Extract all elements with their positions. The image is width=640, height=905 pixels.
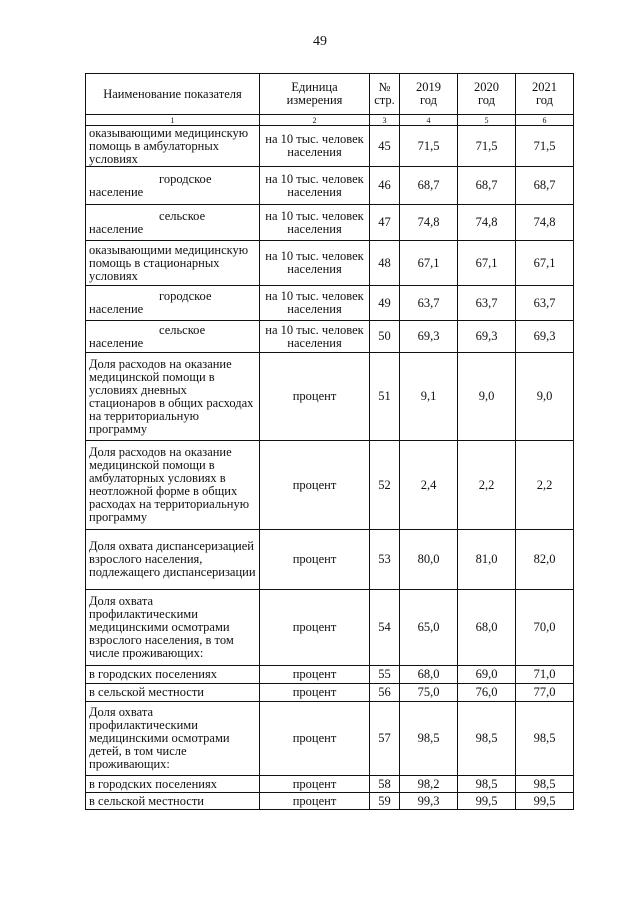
value-2019: 71,5 bbox=[400, 126, 458, 167]
unit-cell: на 10 тыс. человек населения bbox=[260, 167, 370, 205]
table-row bbox=[86, 241, 574, 286]
header-2021-line2: год bbox=[535, 93, 554, 107]
row-code: 56 bbox=[370, 684, 400, 702]
column-number: 2 bbox=[260, 115, 370, 126]
row-code: 49 bbox=[370, 286, 400, 321]
indicator-name: Доля охвата профилактическими медицинскими осмотрами взрослого населения, в том числе проживающих: bbox=[86, 590, 260, 666]
indicator-name: оказывающими медицинскую помощь в стационарных условиях bbox=[86, 241, 260, 286]
header-row-number bbox=[370, 74, 400, 115]
header-no-line1: № bbox=[378, 80, 391, 94]
value-2021: 63,7 bbox=[516, 286, 574, 321]
table-row bbox=[86, 441, 574, 530]
value-2019: 75,0 bbox=[400, 684, 458, 702]
indicator-name: Доля охвата профилактическими медицинскими осмотрами детей, в том числе проживающих: bbox=[86, 702, 260, 776]
value-2021: 70,0 bbox=[516, 590, 574, 666]
unit-cell: процент bbox=[260, 441, 370, 530]
unit-cell: процент bbox=[260, 353, 370, 441]
row-code: 54 bbox=[370, 590, 400, 666]
table-row bbox=[86, 590, 574, 666]
indicator-name: Доля расходов на оказание медицинской помощи в условиях дневных стационаров в общих расходах на территориальную программу bbox=[86, 353, 260, 441]
indicator-name-line2: население bbox=[89, 302, 144, 316]
header-no-line2: стр. bbox=[374, 93, 395, 107]
value-2020: 74,8 bbox=[458, 205, 516, 241]
value-2019: 98,5 bbox=[400, 702, 458, 776]
unit-cell: процент bbox=[260, 793, 370, 810]
value-2021: 99,5 bbox=[516, 793, 574, 810]
value-2020: 71,5 bbox=[458, 126, 516, 167]
header-unit bbox=[260, 74, 370, 115]
header-year-2019 bbox=[400, 74, 458, 115]
indicator-name-line1: городское bbox=[159, 171, 212, 186]
header-unit-line2: измерения bbox=[286, 93, 343, 107]
value-2021: 82,0 bbox=[516, 530, 574, 590]
value-2019: 2,4 bbox=[400, 441, 458, 530]
row-code: 50 bbox=[370, 321, 400, 353]
value-2021: 77,0 bbox=[516, 684, 574, 702]
value-2019: 68,7 bbox=[400, 167, 458, 205]
value-2021: 69,3 bbox=[516, 321, 574, 353]
row-code: 58 bbox=[370, 776, 400, 793]
value-2020: 67,1 bbox=[458, 241, 516, 286]
header-2019-line1: 2019 bbox=[416, 80, 441, 94]
value-2020: 69,0 bbox=[458, 666, 516, 684]
value-2021: 74,8 bbox=[516, 205, 574, 241]
table-row bbox=[86, 321, 574, 353]
value-2019: 68,0 bbox=[400, 666, 458, 684]
indicator-name: в сельской местности bbox=[86, 684, 260, 702]
value-2019: 80,0 bbox=[400, 530, 458, 590]
header-2020-line1: 2020 bbox=[474, 80, 499, 94]
header-year-2020 bbox=[458, 74, 516, 115]
value-2020: 63,7 bbox=[458, 286, 516, 321]
value-2019: 98,2 bbox=[400, 776, 458, 793]
value-2021: 68,7 bbox=[516, 167, 574, 205]
row-code: 57 bbox=[370, 702, 400, 776]
value-2021: 2,2 bbox=[516, 441, 574, 530]
table-row bbox=[86, 530, 574, 590]
table-row bbox=[86, 666, 574, 684]
page-number: 49 bbox=[313, 34, 327, 49]
indicator-name bbox=[86, 205, 260, 241]
value-2020: 2,2 bbox=[458, 441, 516, 530]
value-2019: 67,1 bbox=[400, 241, 458, 286]
indicator-name-line1: сельское bbox=[159, 322, 206, 337]
indicator-name bbox=[86, 321, 260, 353]
row-code: 47 bbox=[370, 205, 400, 241]
unit-cell: процент bbox=[260, 702, 370, 776]
indicators-table bbox=[85, 73, 574, 810]
value-2021: 71,0 bbox=[516, 666, 574, 684]
value-2020: 69,3 bbox=[458, 321, 516, 353]
unit-cell: на 10 тыс. человек населения bbox=[260, 126, 370, 167]
indicator-name bbox=[86, 167, 260, 205]
indicator-name-line2: население bbox=[89, 184, 144, 199]
row-code: 51 bbox=[370, 353, 400, 441]
indicator-name bbox=[86, 286, 260, 321]
value-2019: 9,1 bbox=[400, 353, 458, 441]
unit-cell: процент bbox=[260, 530, 370, 590]
value-2021: 98,5 bbox=[516, 776, 574, 793]
unit-cell: на 10 тыс. человек населения bbox=[260, 286, 370, 321]
column-number: 1 bbox=[86, 115, 260, 126]
unit-cell: на 10 тыс. человек населения bbox=[260, 241, 370, 286]
table-row bbox=[86, 167, 574, 205]
indicator-name: в городских поселениях bbox=[86, 666, 260, 684]
unit-cell: процент bbox=[260, 684, 370, 702]
table-row bbox=[86, 205, 574, 241]
table-row bbox=[86, 126, 574, 167]
indicator-name: Доля охвата диспансеризацией взрослого населения, подлежащего диспансеризации bbox=[86, 530, 260, 590]
unit-cell: на 10 тыс. человек населения bbox=[260, 205, 370, 241]
value-2019: 65,0 bbox=[400, 590, 458, 666]
column-number-row bbox=[86, 115, 574, 126]
value-2021: 98,5 bbox=[516, 702, 574, 776]
value-2020: 68,0 bbox=[458, 590, 516, 666]
row-code: 53 bbox=[370, 530, 400, 590]
unit-cell: процент bbox=[260, 590, 370, 666]
unit-cell: процент bbox=[260, 666, 370, 684]
unit-cell: процент bbox=[260, 776, 370, 793]
unit-cell: на 10 тыс. человек населения bbox=[260, 321, 370, 353]
header-indicator-name: Наименование показателя bbox=[86, 74, 260, 115]
indicator-name: оказывающими медицинскую помощь в амбулаторных условиях bbox=[86, 126, 260, 167]
header-2021-line1: 2021 bbox=[532, 80, 557, 94]
value-2021: 9,0 bbox=[516, 353, 574, 441]
value-2020: 98,5 bbox=[458, 702, 516, 776]
table-row bbox=[86, 793, 574, 810]
value-2019: 63,7 bbox=[400, 286, 458, 321]
indicator-name: в сельской местности bbox=[86, 793, 260, 810]
value-2021: 67,1 bbox=[516, 241, 574, 286]
column-number: 4 bbox=[400, 115, 458, 126]
header-year-2021 bbox=[516, 74, 574, 115]
value-2020: 98,5 bbox=[458, 776, 516, 793]
column-number: 5 bbox=[458, 115, 516, 126]
value-2020: 68,7 bbox=[458, 167, 516, 205]
row-code: 55 bbox=[370, 666, 400, 684]
value-2021: 71,5 bbox=[516, 126, 574, 167]
indicator-name-line1: городское bbox=[159, 289, 212, 303]
indicator-name: в городских поселениях bbox=[86, 776, 260, 793]
header-2020-line2: год bbox=[477, 93, 496, 107]
indicator-name-line2: население bbox=[89, 335, 144, 350]
table-row bbox=[86, 353, 574, 441]
table-row bbox=[86, 776, 574, 793]
column-number: 6 bbox=[516, 115, 574, 126]
table-header-row bbox=[86, 74, 574, 115]
table-row bbox=[86, 286, 574, 321]
row-code: 46 bbox=[370, 167, 400, 205]
header-2019-line2: год bbox=[419, 93, 438, 107]
indicator-name-line1: сельское bbox=[159, 208, 206, 223]
column-number: 3 bbox=[370, 115, 400, 126]
indicator-name: Доля расходов на оказание медицинской помощи в амбулаторных условиях в неотложной форме в общих расходах на территориальную программу bbox=[86, 441, 260, 530]
row-code: 48 bbox=[370, 241, 400, 286]
value-2019: 69,3 bbox=[400, 321, 458, 353]
value-2020: 76,0 bbox=[458, 684, 516, 702]
row-code: 59 bbox=[370, 793, 400, 810]
row-code: 52 bbox=[370, 441, 400, 530]
value-2019: 99,3 bbox=[400, 793, 458, 810]
table-row bbox=[86, 684, 574, 702]
header-unit-line1: Единица bbox=[291, 80, 338, 94]
value-2020: 81,0 bbox=[458, 530, 516, 590]
value-2019: 74,8 bbox=[400, 205, 458, 241]
table-row bbox=[86, 702, 574, 776]
row-code: 45 bbox=[370, 126, 400, 167]
value-2020: 99,5 bbox=[458, 793, 516, 810]
indicator-name-line2: население bbox=[89, 221, 144, 236]
value-2020: 9,0 bbox=[458, 353, 516, 441]
